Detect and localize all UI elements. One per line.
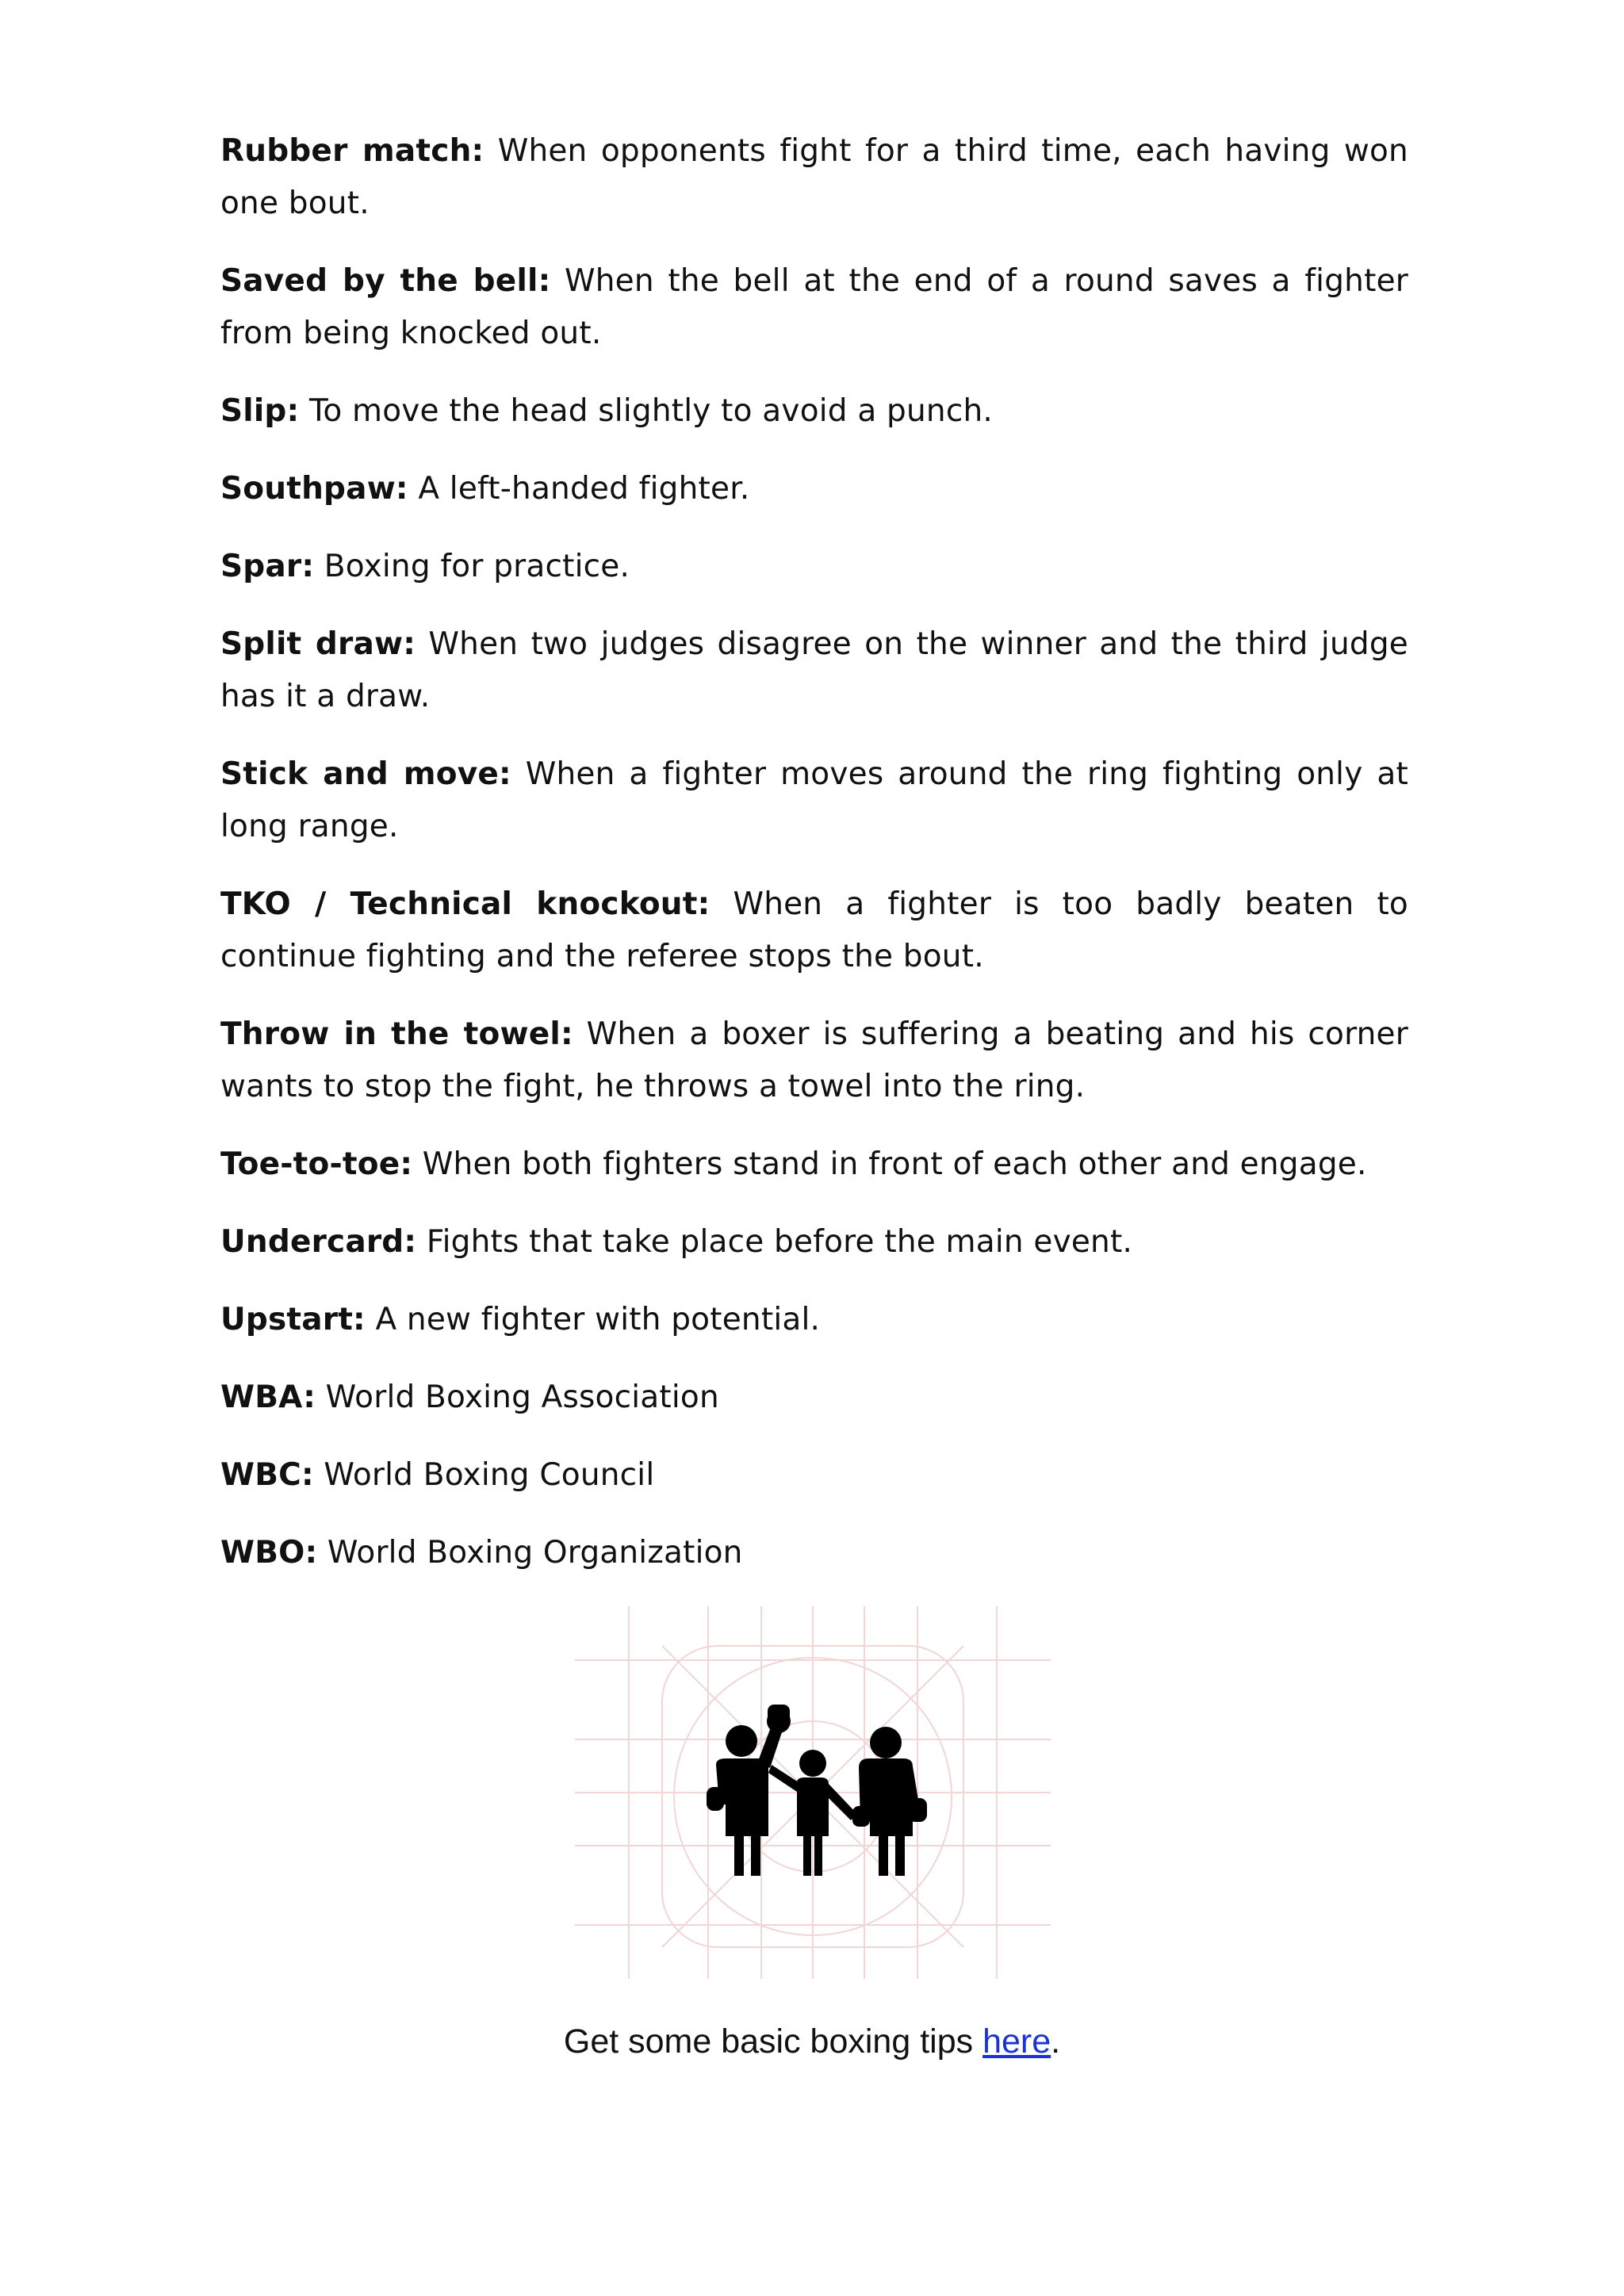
glossary-list [220, 125, 1408, 1605]
boxing-tips-line [0, 2014, 1624, 2069]
glossary-definition: When two judges disagree on the winner and the third judge has it a draw. [220, 626, 1408, 714]
boxers-figures [707, 1705, 927, 1876]
glossary-term: WBC: [220, 1457, 314, 1493]
glossary-entry [220, 385, 1408, 438]
glossary-term: Spar: [220, 549, 315, 584]
glossary-definition: When opponents fight for a third time, each having won one bout. [220, 133, 1408, 221]
glossary-term: Throw in the towel: [220, 1016, 573, 1052]
glossary-entry [220, 1527, 1408, 1579]
glossary-definition: A left-handed fighter. [418, 471, 750, 507]
glossary-definition: Fights that take place before the main event. [426, 1224, 1133, 1260]
glossary-term: Upstart: [220, 1302, 366, 1337]
glossary-definition: When a fighter is too badly beaten to continue fighting and the referee stops the bout. [220, 886, 1408, 974]
glossary-term: TKO / Technical knockout: [220, 886, 710, 922]
glossary-term: Rubber match: [220, 133, 485, 169]
glossary-term: Undercard: [220, 1224, 417, 1260]
glossary-term: Stick and move: [220, 756, 511, 792]
glossary-term: Saved by the bell: [220, 263, 551, 299]
glossary-entry [220, 1449, 1408, 1502]
glossary-entry [220, 878, 1408, 983]
tip-suffix: . [1051, 2022, 1061, 2061]
glossary-entry [220, 1294, 1408, 1346]
glossary-definition: Boxing for practice. [324, 549, 630, 584]
glossary-definition: When a fighter moves around the ring fighting only at long range. [220, 756, 1408, 844]
boxing-tips-link[interactable]: here [982, 2022, 1051, 2061]
tip-text: Get some basic boxing tips [563, 2022, 983, 2061]
glossary-entry [220, 1372, 1408, 1424]
glossary-definition: To move the head slightly to avoid a punch. [308, 393, 993, 429]
glossary-definition: When the bell at the end of a round saves a fighter from being knocked out. [220, 263, 1408, 351]
glossary-definition: World Boxing Organization [327, 1535, 743, 1571]
glossary-entry [220, 463, 1408, 515]
glossary-term: WBA: [220, 1380, 316, 1415]
glossary-entry [220, 1216, 1408, 1269]
glossary-term: Split draw: [220, 626, 416, 662]
glossary-term: Southpaw: [220, 471, 408, 507]
glossary-definition: A new fighter with potential. [375, 1302, 821, 1337]
glossary-entry [220, 618, 1408, 723]
glossary-entry [220, 748, 1408, 853]
glossary-term: WBO: [220, 1535, 318, 1571]
glossary-definition: World Boxing Association [325, 1380, 719, 1415]
glossary-definition: When a boxer is suffering a beating and his corner wants to stop the fight, he throws a towel into the ring. [220, 1016, 1408, 1104]
glossary-entry [220, 1008, 1408, 1113]
glossary-term: Toe-to-toe: [220, 1146, 413, 1182]
glossary-definition: When both fighters stand in front of each other and engage. [422, 1146, 1367, 1182]
glossary-term: Slip: [220, 393, 300, 429]
glossary-definition: World Boxing Council [324, 1457, 655, 1493]
boxing-winner-referee-icon [575, 1606, 1051, 1979]
glossary-entry [220, 541, 1408, 593]
glossary-entry [220, 1138, 1408, 1191]
glossary-entry [220, 125, 1408, 230]
glossary-entry [220, 255, 1408, 360]
